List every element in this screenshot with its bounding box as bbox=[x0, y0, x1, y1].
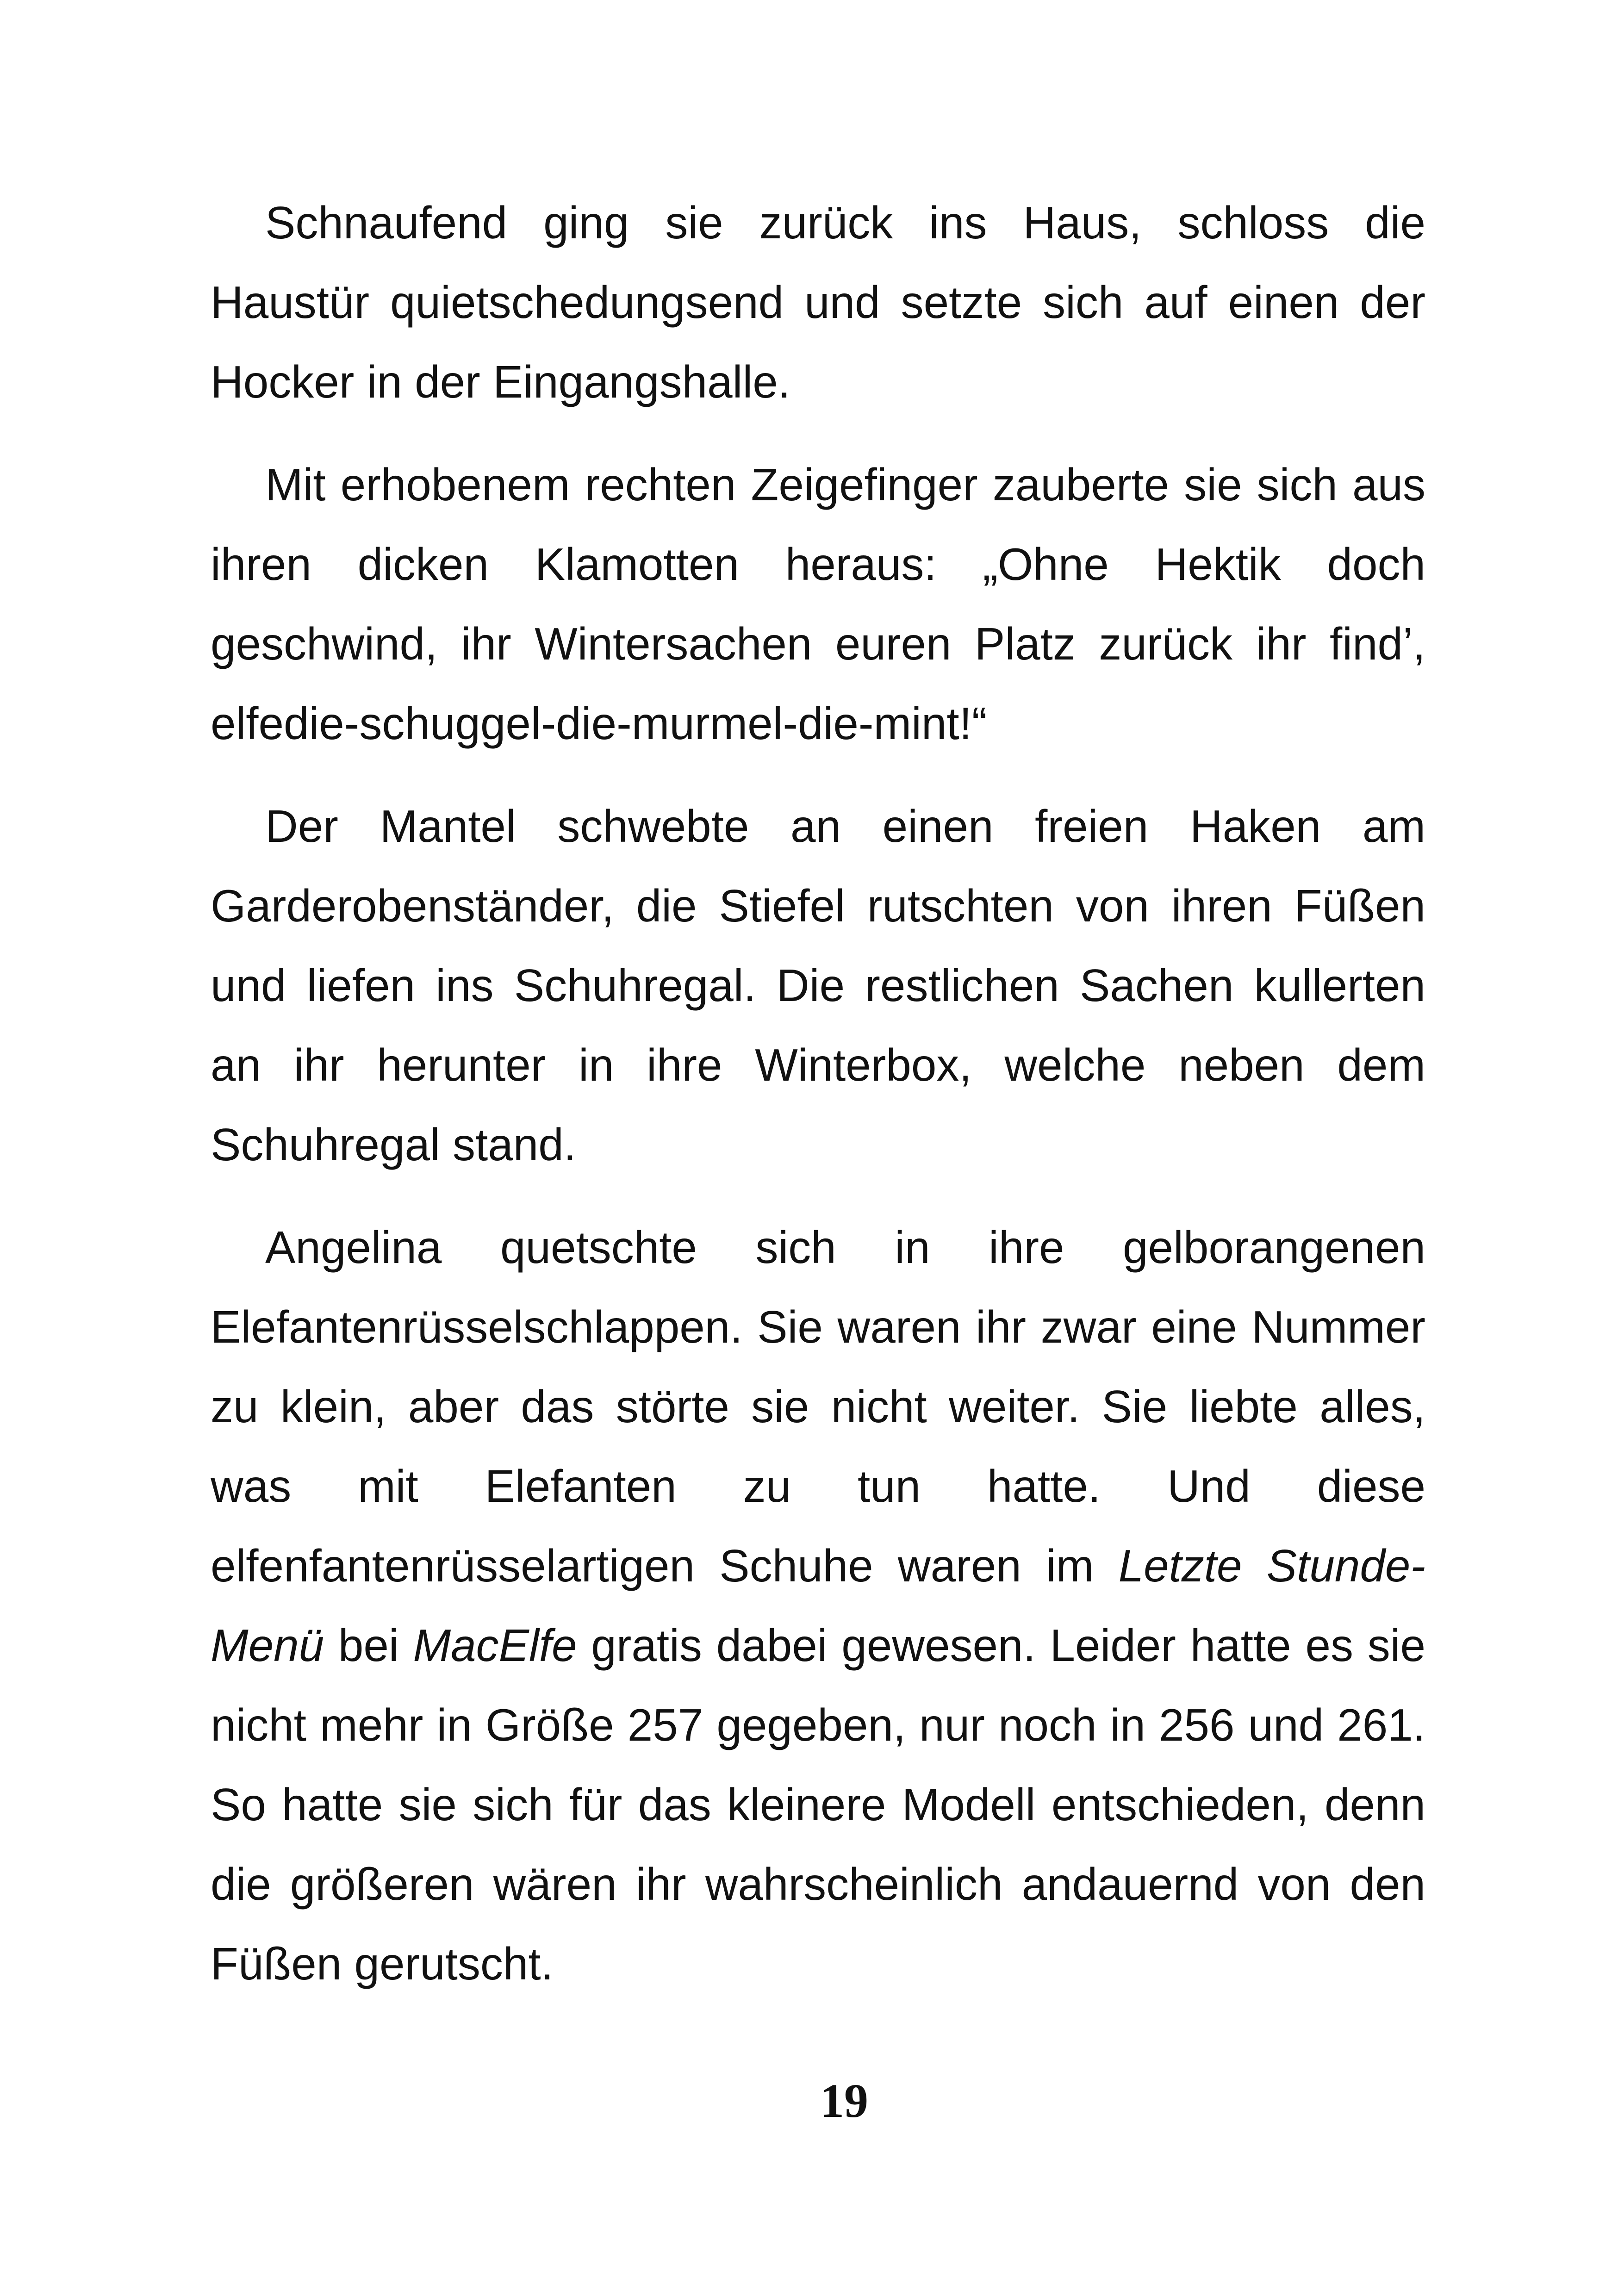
paragraph-4-text-b: bei bbox=[324, 1620, 413, 1671]
restaurant-name-italic: MacElfe bbox=[413, 1620, 577, 1671]
page-number: 19 bbox=[820, 2074, 868, 2128]
paragraph-4-text-c: gratis dabei gewesen. Leider hatte es sie nicht mehr in Größe 257 gegeben, nur noch in 256 und 261. So hatte sie sich für das kleinere Modell entschieden, denn die größeren wären ihr wahrscheinlich andauernd von den Füßen gerutscht. bbox=[211, 1620, 1425, 1989]
paragraph-3 bbox=[211, 786, 1425, 1184]
body-text bbox=[211, 183, 1425, 2004]
paragraph-2-text: Mit erhobenem rechten Zeigefinger zauberte sie sich aus ihren dicken Klamotten heraus: „Ohne Hektik doch geschwind, ihr Wintersachen euren Platz zurück ihr find’, elfedie-schuggel-die-murmel-die-mint!“ bbox=[211, 459, 1425, 749]
menu-name-italic: Letzte Stunde-Menü bbox=[211, 1540, 1425, 1671]
paragraph-1 bbox=[211, 183, 1425, 422]
paragraph-4 bbox=[211, 1207, 1425, 2004]
paragraph-1-text: Schnaufend ging sie zurück ins Haus, schloss die Haustür quietschedungsend und setzte sich auf einen der Hocker in der Eingangshalle. bbox=[211, 197, 1425, 407]
paragraph-3-text: Der Mantel schwebte an einen freien Haken am Garderobenständer, die Stiefel rutschten von ihren Füßen und liefen ins Schuhregal. Die restlichen Sachen kullerten an ihr herunter in ihre Winterbox, welche neben dem Schuhregal stand. bbox=[211, 801, 1425, 1170]
paragraph-4-text-a: Angelina quetschte sich in ihre gelborangenen Elefantenrüsselschlappen. Sie waren ihr zwar eine Nummer zu klein, aber das störte sie nicht weiter. Sie liebte alles, was mit Elefanten zu tun hatte. Und diese elfenfantenrüsselartigen Schuhe waren im bbox=[211, 1222, 1425, 1591]
paragraph-2 bbox=[211, 445, 1425, 763]
